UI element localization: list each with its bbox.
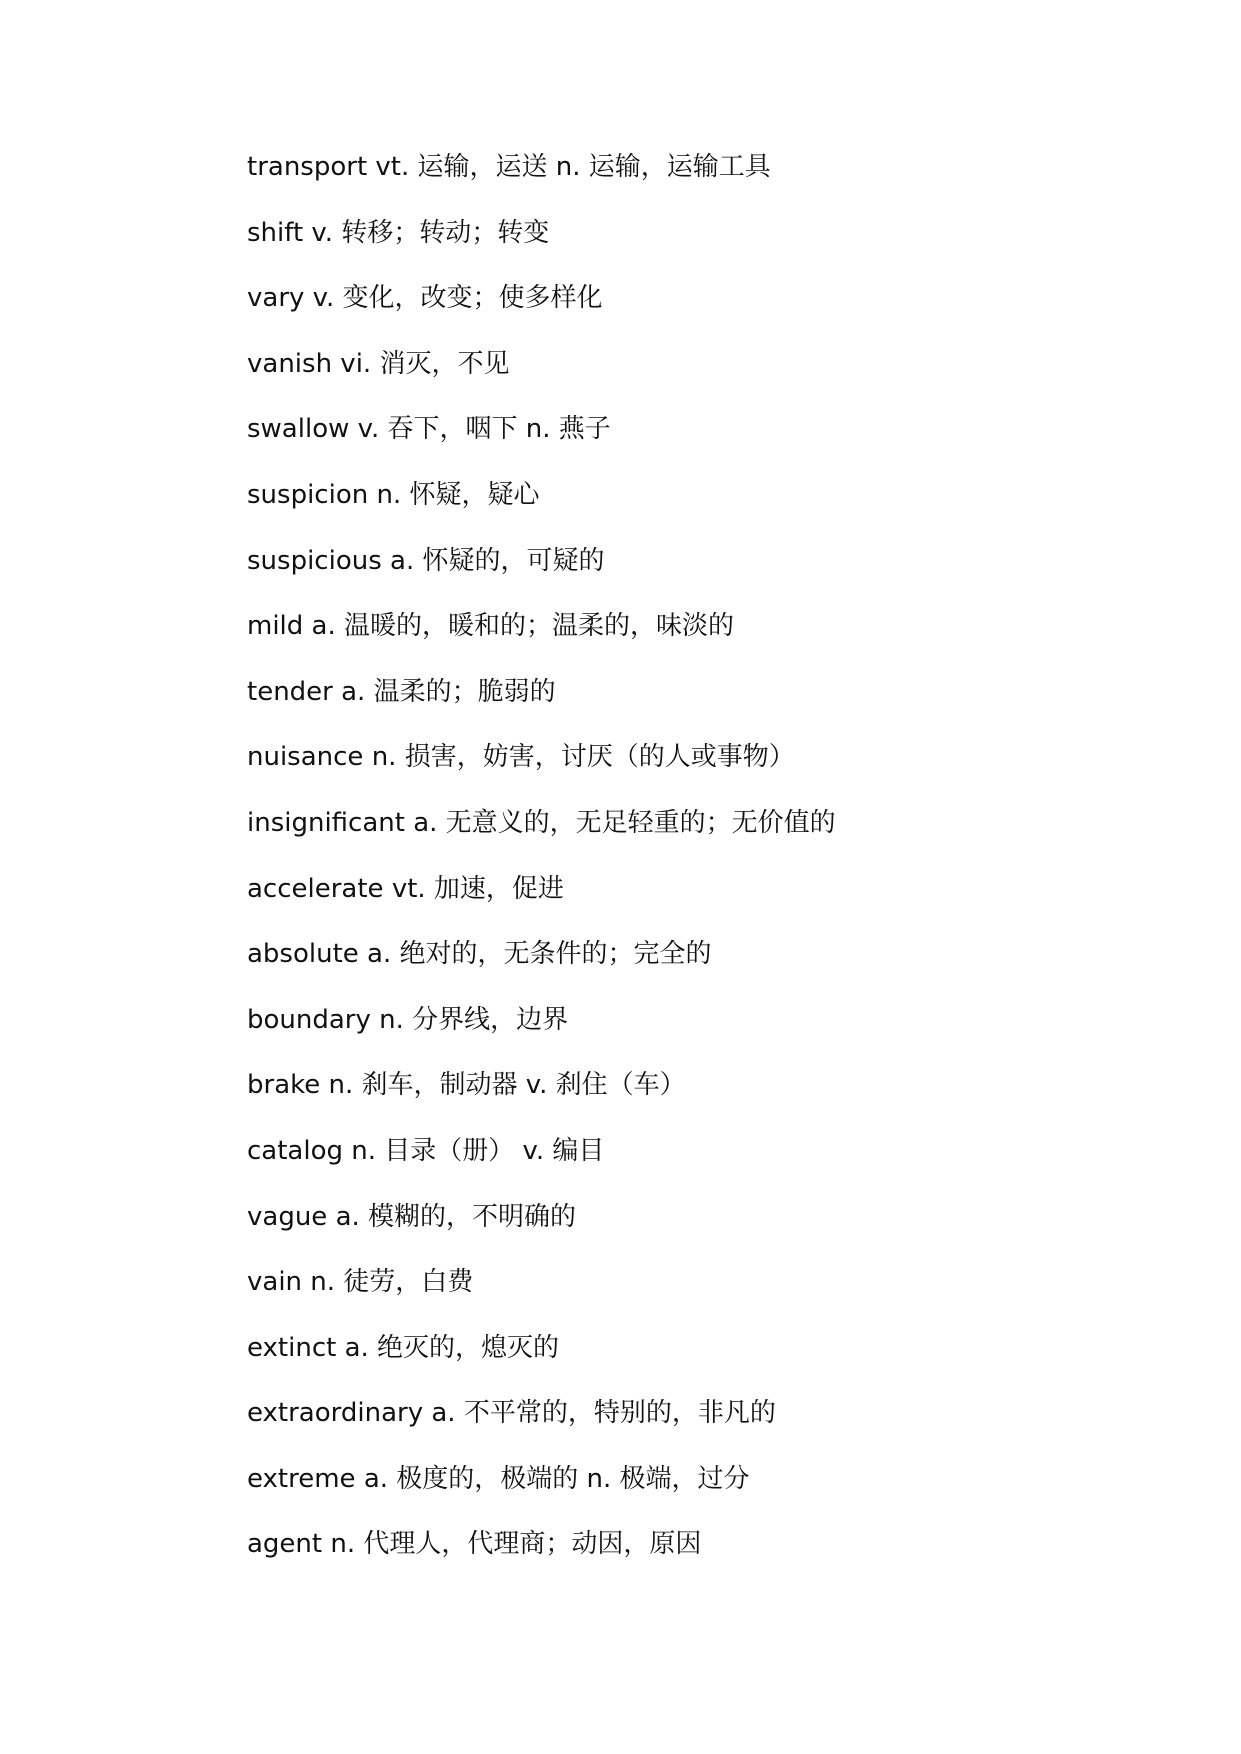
vocab-entry-absolute: absolute a. 绝对的，无条件的；完全的 bbox=[247, 939, 712, 970]
vocab-entry-suspicion: suspicion n. 怀疑，疑心 bbox=[247, 479, 540, 510]
vocab-entry-vary: vary v. 变化，改变；使多样化 bbox=[247, 283, 603, 314]
vocab-entry-swallow: swallow v. 吞下，咽下 n. 燕子 bbox=[247, 414, 611, 445]
vocab-entry-vague: vague a. 模糊的，不明确的 bbox=[247, 1201, 577, 1232]
vocab-entry-extinct: extinct a. 绝灭的，熄灭的 bbox=[247, 1332, 560, 1363]
vocab-entry-agent: agent n. 代理人，代理商；动因，原因 bbox=[247, 1529, 702, 1560]
vocab-entry-insignificant: insignificant a. 无意义的，无足轻重的；无价值的 bbox=[247, 807, 836, 838]
vocab-entry-extreme: extreme a. 极度的，极端的 n. 极端，过分 bbox=[247, 1463, 750, 1494]
vocab-entry-transport: transport vt. 运输，运送 n. 运输，运输工具 bbox=[247, 152, 771, 182]
vocab-entry-extraordinary: extraordinary a. 不平常的，特别的，非凡的 bbox=[247, 1398, 776, 1429]
vocab-entry-nuisance: nuisance n. 损害，妨害，讨厌（的人或事物） bbox=[247, 742, 795, 773]
vocab-entry-mild: mild a. 温暖的，暖和的；温柔的，味淡的 bbox=[247, 611, 735, 642]
vocab-entry-suspicious: suspicious a. 怀疑的，可疑的 bbox=[247, 545, 605, 576]
vocab-entry-accelerate: accelerate vt. 加速，促进 bbox=[247, 873, 564, 904]
vocab-entry-vanish: vanish vi. 消灭，不见 bbox=[247, 348, 510, 379]
vocab-entry-tender: tender a. 温柔的；脆弱的 bbox=[247, 676, 556, 707]
vocab-entry-catalog: catalog n. 目录（册） v. 编目 bbox=[247, 1135, 605, 1166]
vocab-entry-boundary: boundary n. 分界线，边界 bbox=[247, 1004, 569, 1035]
vocab-entry-shift: shift v. 转移；转动；转变 bbox=[247, 217, 550, 248]
vocabulary-list bbox=[247, 152, 836, 1595]
vocab-entry-brake: brake n. 刹车，制动器 v. 刹住（车） bbox=[247, 1070, 686, 1101]
vocab-entry-vain: vain n. 徒劳，白费 bbox=[247, 1267, 474, 1298]
